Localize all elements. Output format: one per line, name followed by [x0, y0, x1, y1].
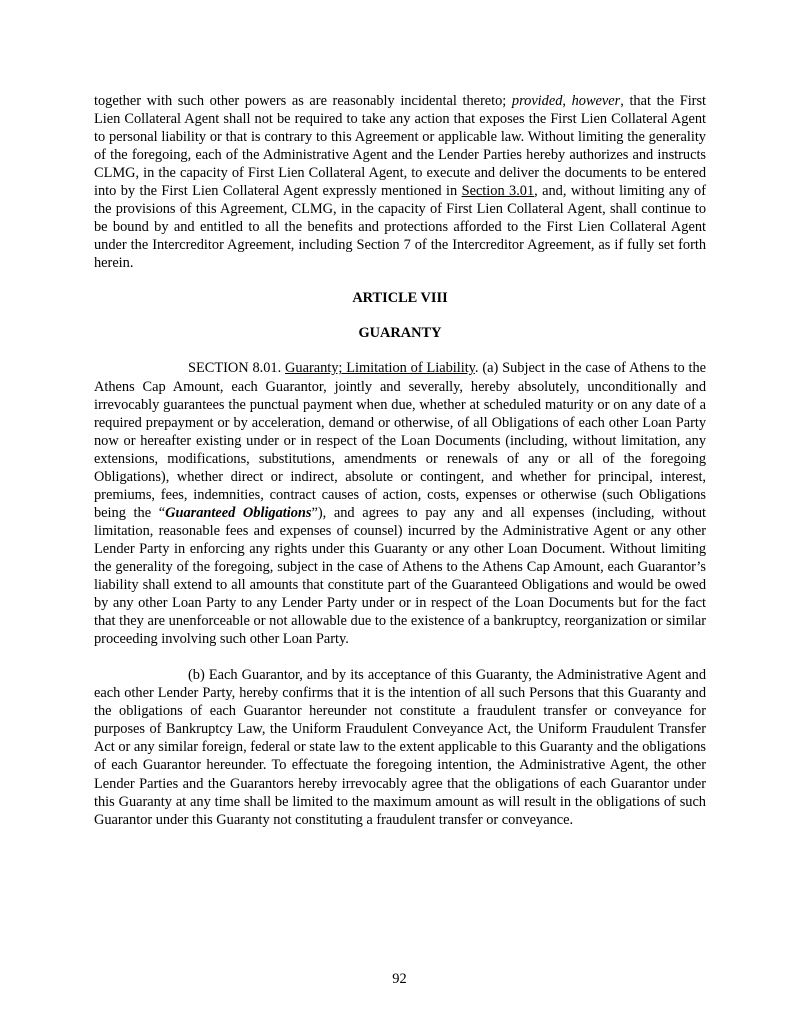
- para1-text-b: , that the First Lien Collateral Agent shall not be required to take any action that exposes the First Lien Collateral Agent to personal liability or that is contrary to this Agreement or applicable law. Without limiting the generality of the foregoing, each of the Administrative Agent and the Lender Parties hereby authorizes and instructs CLMG, in the capacity of First Lien Collateral Agent, to execute and deliver the documents to be entered into by the First Lien Collateral Agent expressly mentioned in: [94, 93, 707, 200]
- para1-text-c: , and, without limiting any of the provisions of this Agreement, CLMG, in the capacity of First Lien Collateral Agent, shall continue to be bound by and entitled to all the benefits and protections afforded to the First Lien Collateral Agent under the Intercreditor Agreement, including Section 7 of the Intercreditor Agreement, as if fully set forth herein.: [94, 183, 706, 272]
- para1-text-a: together with such other powers as are reasonably incidental thereto;: [94, 93, 512, 109]
- paragraph-section-8-01: [94, 359, 706, 648]
- provided-term: provided: [511, 93, 563, 109]
- para2-text-b: ”), and agrees to pay any and all expenses (including, without limitation, reasonable fees and expenses of counsel) incurred by the Administrative Agent or any other Lender Party in enforcing any rights under this Guaranty or any other Loan Document. Without limiting the generality of the foregoing, subject in the case of Athens to the Athens Cap Amount, each Guarantor’s liability shall extend to all amounts that constitute part of the Guaranteed Obligations and would be owed by any other Loan Party to any Lender Party under or in respect of the Loan Documents but for the fact that they are unenforceable or not allowable due to the existence of a bankruptcy, reorganization or similar proceeding involving such other Loan Party.: [94, 504, 706, 648]
- defined-term-guaranteed-obligations: Guaranteed Obligations: [165, 504, 312, 521]
- section-reference-link: Section 3.01: [461, 183, 535, 200]
- section-number: SECTION 8.01.: [188, 360, 282, 377]
- subsection-label: (b): [188, 667, 205, 684]
- document-page: [94, 92, 706, 829]
- article-heading: ARTICLE VIII: [352, 290, 448, 307]
- paragraph-powers: [94, 92, 706, 272]
- para3-text: Each Guarantor, and by its acceptance of this Guaranty, the Administrative Agent and each other Lender Party, hereby confirms that it is the intention of all such Persons that this Guaranty and the obligations of each Guarantor hereunder not constitute a fraudulent transfer or conveyance for purposes of Bankruptcy Law, the Uniform Fraudulent Conveyance Act, the Uniform Fraudulent Transfer Act or any similar foreign, federal or state law to the extent applicable to this Guaranty and the obligations of each Guarantor hereunder. To effectuate the foregoing intention, the Administrative Agent, the other Lender Parties and the Guarantors hereby irrevocably agree that the obligations of each Guarantor under this Guaranty at any time shall be limited to the maximum amount as will result in the obligations of such Guarantor under this Guaranty not constituting a fraudulent transfer or conveyance.: [94, 667, 707, 828]
- however-term: however: [571, 93, 621, 109]
- section-title: Guaranty; Limitation of Liability: [285, 360, 475, 377]
- para1-comma: ,: [562, 93, 572, 109]
- para2-text-a: . (a) Subject in the case of Athens to the Athens Cap Amount, each Guarantor, jointly and severally, hereby absolutely, unconditionally and irrevocably guarantees the punctual payment when due, whether at scheduled maturity or on any date of a required prepayment or by acceleration, demand or otherwise, of all Obligations of each other Loan Party now or hereafter existing under or in respect of the Loan Documents (including, without limitation, any extensions, modifications, substitutions, amendments or renewals of any or all of the foregoing Obligations), whether direct or indirect, absolute or contingent, and whether for principal, interest, premiums, fees, indemnities, contract causes of action, costs, expenses or otherwise (such Obligations being the “: [94, 360, 706, 521]
- page-number: 92: [392, 971, 407, 987]
- guaranty-heading: GUARANTY: [358, 325, 442, 342]
- paragraph-subsection-b: [94, 666, 706, 828]
